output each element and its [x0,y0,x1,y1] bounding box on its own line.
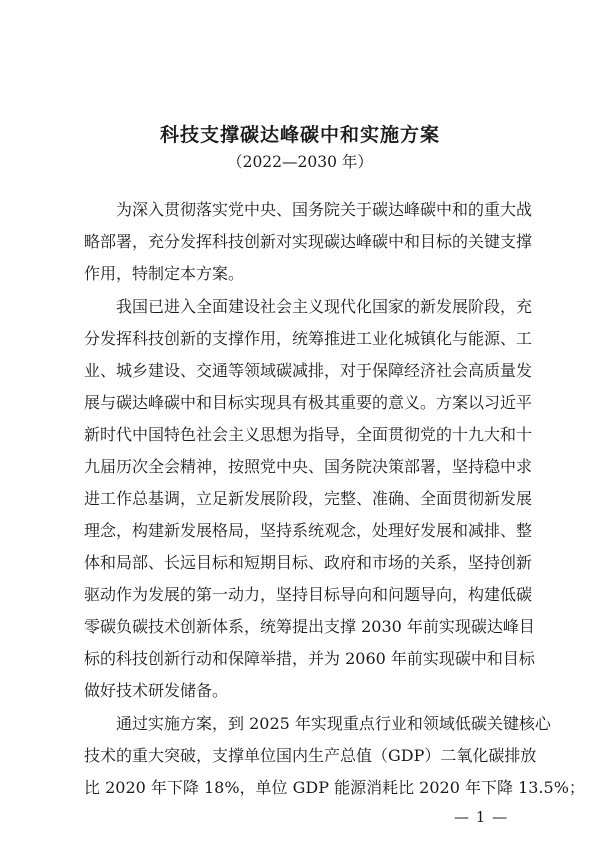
paragraph-line: 我国已进入全面建设社会主义现代化国家的新发展阶段，充 [116,297,533,316]
paragraph-line: 比 2020 年下降 18%，单位 GDP 能源消耗比 2020 年下降 13.5%； [84,778,585,797]
paragraph-line: 通过实施方案，到 2025 年实现重点行业和领域低碳关键核心 [116,714,551,733]
paragraph-line: 业、城乡建设、交通等领域碳减排，对于保障经济社会高质量发 [84,361,533,380]
paragraph-line: 体和局部、长远目标和短期目标、政府和市场的关系，坚持创新 [84,553,533,572]
paragraph-line: 为深入贯彻落实党中央、国务院关于碳达峰碳中和的重大战 [116,200,533,219]
document-title: 科技支撑碳达峰碳中和实施方案 [159,124,440,146]
paragraph-line: 驱动作为发展的第一动力，坚持目标导向和问题导向，构建低碳 [84,585,533,604]
paragraph-line: 展与碳达峰碳中和目标实现具有极其重要的意义。方案以习近平 [84,393,533,412]
paragraph-line: 九届历次全会精神，按照党中央、国务院决策部署，坚持稳中求 [84,457,533,476]
paragraph-line: 零碳负碳技术创新体系，统筹提出支撑 2030 年前实现碳达峰目 [84,617,535,636]
paragraph-line: 略部署，充分发挥科技创新对实现碳达峰碳中和目标的关键支撑 [84,232,533,251]
paragraph-line: 新时代中国特色社会主义思想为指导，全面贯彻党的十九大和十 [84,425,533,444]
paragraph-line: 技术的重大突破，支撑单位国内生产总值（GDP）二氧化碳排放 [84,746,537,765]
paragraph-line: 做好技术研发储备。 [84,681,229,700]
document-subtitle: （2022—2030 年） [227,153,373,171]
paragraph-line: 进工作总基调，立足新发展阶段，完整、准确、全面贯彻新发展 [84,489,533,508]
paragraph-line: 理念，构建新发展格局，坚持系统观念，处理好发展和减排、整 [84,521,533,540]
paragraph-line: 标的科技创新行动和保障举措，并为 2060 年前实现碳中和目标 [84,649,535,668]
paragraph-line: 作用，特制定本方案。 [84,264,245,283]
page-number: — 1 — [454,808,509,826]
paragraph-line: 分发挥科技创新的支撑作用，统筹推进工业化城镇化与能源、工 [84,329,533,348]
